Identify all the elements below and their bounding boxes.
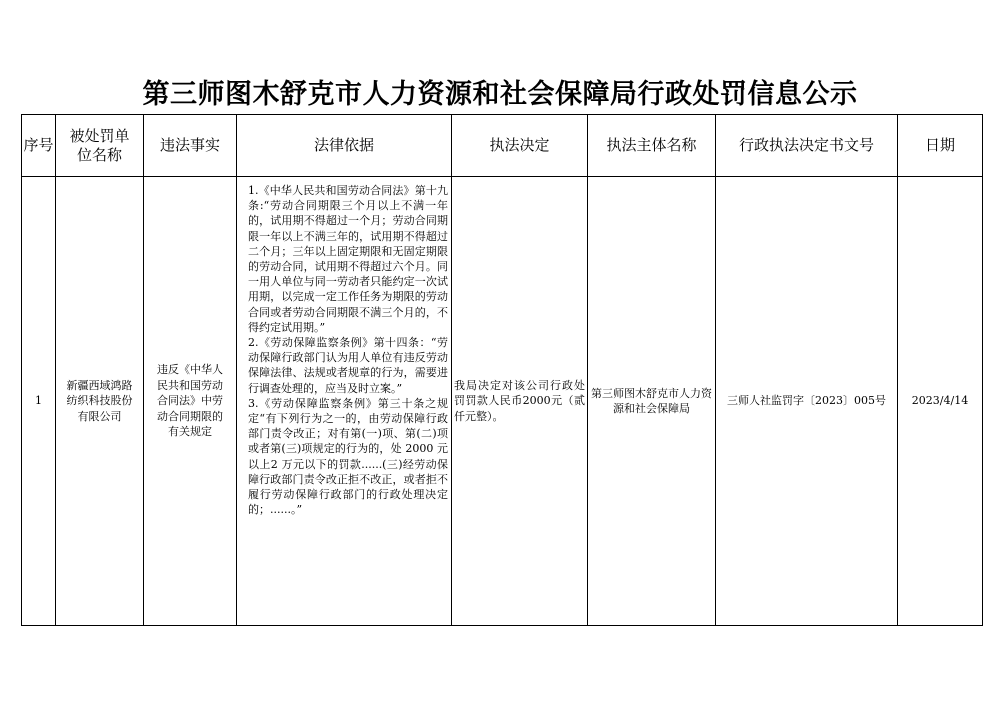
cell-authority: 第三师图木舒克市人力资源和社会保障局 xyxy=(588,177,716,626)
cell-seq: 1 xyxy=(22,177,56,626)
basis-item-2: 2.《劳动保障监察条例》第十四条：“劳动保障行政部门认为用人单位有违反劳动保障法律、法规或者规章的行为，需要进行调查处理的，应当及时立案。” xyxy=(248,336,448,395)
cell-party xyxy=(56,177,144,626)
cell-facts xyxy=(144,177,237,626)
cell-basis xyxy=(237,177,452,626)
header-seq: 序号 xyxy=(22,115,56,177)
cell-facts-text: 违反《中华人民共和国劳动合同法》中劳动合同期限的有关规定 xyxy=(157,363,223,439)
header-decision: 执法决定 xyxy=(452,115,588,177)
header-facts: 违法事实 xyxy=(144,115,237,177)
basis-item-1: 1.《中华人民共和国劳动合同法》第十九条:“劳动合同期限三个月以上不满一年的，试用期不得超过一个月；劳动合同期限一年以上不满三年的，试用期不得超过二个月；三年以上固定期限和无固定期限的劳动合同，试用期不得超过六个月。同一用人单位与同一劳动者只能约定一次试用期，以完成一定工作任务为期限的劳动合同或者劳动合同期限不满三个月的，不得约定试用期。” xyxy=(248,184,448,334)
header-authority: 执法主体名称 xyxy=(588,115,716,177)
header-basis: 法律依据 xyxy=(237,115,452,177)
cell-decision: 我局决定对该公司行政处罚罚款人民币2000元（贰仟元整）。 xyxy=(452,177,588,626)
page-title: 第三师图木舒克市人力资源和社会保障局行政处罚信息公示 xyxy=(142,79,858,110)
header-date: 日期 xyxy=(898,115,983,177)
penalty-table xyxy=(21,114,983,626)
header-doc-no: 行政执法决定书文号 xyxy=(716,115,898,177)
header-party-text: 被处罚单位名称 xyxy=(69,126,130,164)
cell-party-text: 新疆西域鸿路纺织科技股份有限公司 xyxy=(66,378,133,423)
basis-item-3: 3.《劳动保障监察条例》第三十条之规定“有下列行为之一的，由劳动保障行政部门责令改正；对有第(一)项、第(二)项或者第(三)项规定的行为的，处 2000 元以上2 万元以下的罚款......(三)经劳动保障行政部门责令改正拒不改正，或者拒不履行劳动保障行政部门的行政处理决定的；......。” xyxy=(248,396,448,517)
table-row xyxy=(22,177,983,626)
cell-doc-no: 三师人社监罚字〔2023〕005号 xyxy=(716,177,898,626)
cell-date: 2023/4/14 xyxy=(898,177,983,626)
header-party xyxy=(56,115,144,177)
table-header-row xyxy=(22,115,983,177)
